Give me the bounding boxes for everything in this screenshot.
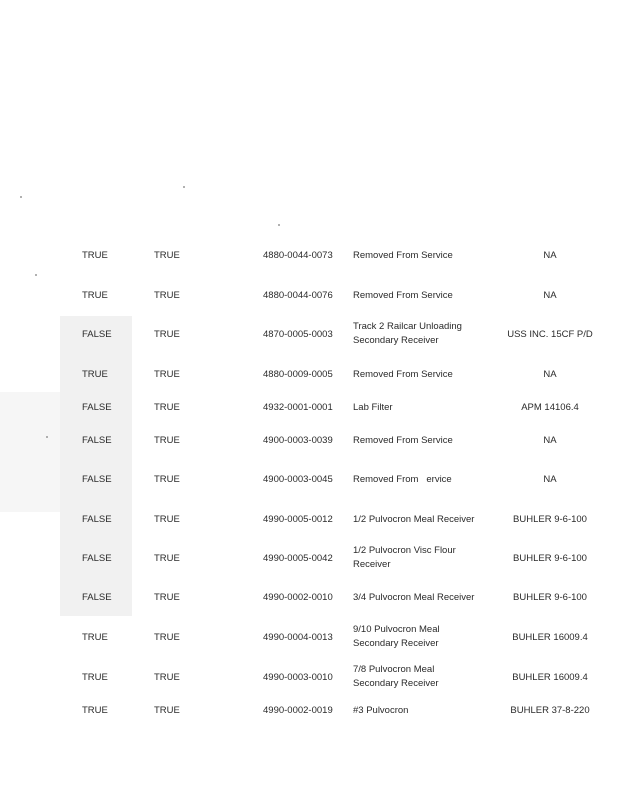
reference: BUHLER 9-6-100 [513,553,587,564]
reference: NA [543,250,557,261]
description: 3/4 Pulvocron Meal Receiver [353,592,475,603]
flag-a: FALSE [82,435,112,446]
tag-number: 4990-0005-0042 [263,553,333,564]
reference: NA [543,474,557,485]
scan-shading [60,316,132,616]
description: Removed From Service [353,435,453,446]
reference: BUHLER 16009.4 [512,632,588,643]
reference: NA [543,435,557,446]
reference: BUHLER 37-8-220 [510,705,590,716]
flag-a: FALSE [82,402,112,413]
scan-speck [278,224,280,226]
reference: BUHLER 9-6-100 [513,514,587,525]
flag-a: FALSE [82,514,112,525]
flag-a: TRUE [82,705,108,716]
description: #3 Pulvocron [353,705,409,716]
description: Track 2 Railcar Unloading Secondary Receiver [353,321,462,346]
reference: APM 14106.4 [521,402,579,413]
flag-b: TRUE [154,329,180,340]
description: 7/8 Pulvocron Meal Secondary Receiver [353,664,439,689]
flag-b: TRUE [154,435,180,446]
tag-number: 4880-0009-0005 [263,369,333,380]
description: Removed From Service [353,290,453,301]
tag-number: 4880-0044-0073 [263,250,333,261]
flag-b: TRUE [154,369,180,380]
reference: NA [543,290,557,301]
flag-b: TRUE [154,250,180,261]
description: 1/2 Pulvocron Meal Receiver [353,514,475,525]
reference: BUHLER 9-6-100 [513,592,587,603]
scan-speck [20,196,22,198]
tag-number: 4990-0002-0010 [263,592,333,603]
scan-shading [0,392,60,512]
tag-number: 4932-0001-0001 [263,402,333,413]
description: Removed From ervice [353,474,452,485]
description: 1/2 Pulvocron Visc Flour Receiver [353,545,456,570]
tag-number: 4870-0005-0003 [263,329,333,340]
flag-b: TRUE [154,290,180,301]
flag-a: FALSE [82,592,112,603]
flag-a: FALSE [82,553,112,564]
reference: BUHLER 16009.4 [512,672,588,683]
flag-a: TRUE [82,672,108,683]
description: Removed From Service [353,369,453,380]
scan-speck [183,186,185,188]
flag-a: TRUE [82,369,108,380]
description: Lab Filter [353,402,393,413]
flag-a: FALSE [82,474,112,485]
flag-a: TRUE [82,290,108,301]
flag-b: TRUE [154,632,180,643]
flag-b: TRUE [154,592,180,603]
scan-speck [46,436,48,438]
scan-speck [35,274,37,276]
flag-b: TRUE [154,553,180,564]
tag-number: 4990-0004-0013 [263,632,333,643]
reference: NA [543,369,557,380]
tag-number: 4900-0003-0045 [263,474,333,485]
description: Removed From Service [353,250,453,261]
flag-b: TRUE [154,705,180,716]
tag-number: 4990-0002-0019 [263,705,333,716]
tag-number: 4880-0044-0076 [263,290,333,301]
flag-b: TRUE [154,672,180,683]
description: 9/10 Pulvocron Meal Secondary Receiver [353,624,440,649]
flag-b: TRUE [154,474,180,485]
tag-number: 4990-0003-0010 [263,672,333,683]
flag-b: TRUE [154,402,180,413]
reference: USS INC. 15CF P/D [507,329,593,340]
tag-number: 4900-0003-0039 [263,435,333,446]
flag-b: TRUE [154,514,180,525]
flag-a: TRUE [82,632,108,643]
flag-a: FALSE [82,329,112,340]
flag-a: TRUE [82,250,108,261]
tag-number: 4990-0005-0012 [263,514,333,525]
